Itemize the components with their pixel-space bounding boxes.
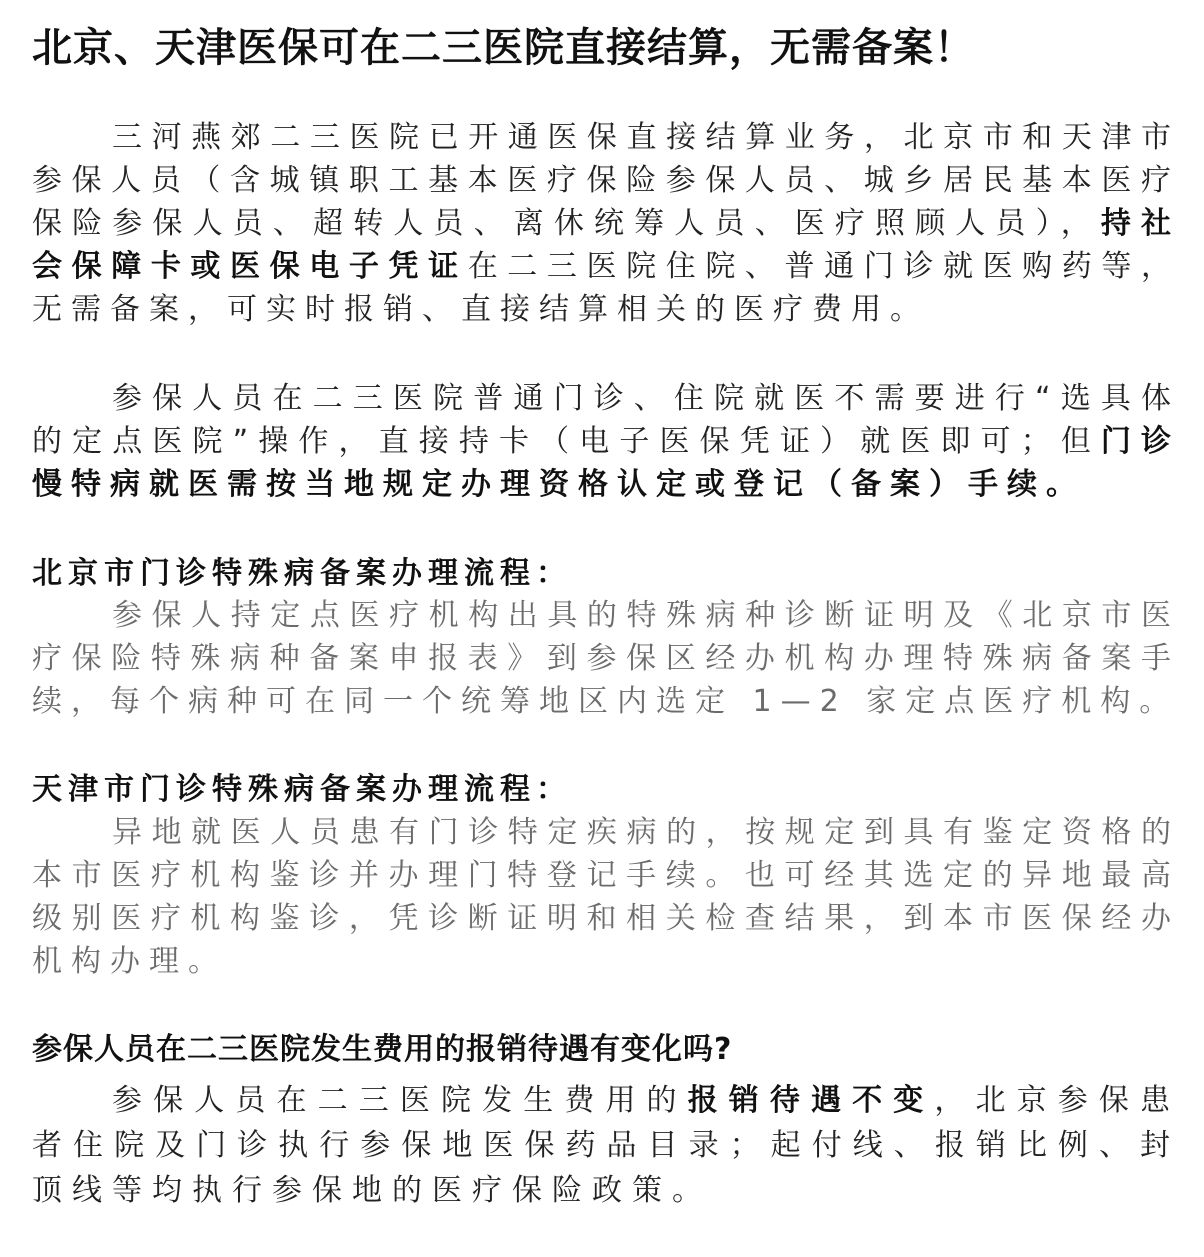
answer-text-b: ，北京参保患者住院及门诊执行参保地医保药品目录；起付线、报销比例、封顶线等均执行参保地的医疗保险政策。 — [32, 1083, 1181, 1208]
intro-text-bold: 持社会保障卡或医保电子凭证 — [32, 206, 1181, 284]
intro-paragraph — [32, 116, 1180, 331]
outpatient-paragraph — [32, 377, 1180, 506]
intro-text-b: 在二三医院住院、普通门诊就医购药等，无需备案，可实时报销、直接结算相关的医疗费用。 — [32, 249, 1181, 327]
outpatient-text-bold: 门诊慢特病就医需按当地规定办理资格认定或登记（备案）手续。 — [32, 424, 1180, 502]
beijing-paragraph: 参保人持定点医疗机构出具的特殊病种诊断证明及《北京市医疗保险特殊病种备案申报表》到参保区经办机构办理特殊病备案手续，每个病种可在同一个统筹地区内选定 1—2 家定点医疗机构。 — [32, 598, 1180, 719]
beijing-heading: 北京市门诊特殊病备案办理流程： — [32, 556, 572, 591]
page-title: 北京、天津医保可在二三医院直接结算，无需备案！ — [32, 25, 975, 71]
tianjin-heading: 天津市门诊特殊病备案办理流程： — [32, 772, 572, 807]
outpatient-text-a: 参保人员在二三医院普通门诊、住院就医不需要进行“选具体的定点医院”操作，直接持卡（电子医保凭证）就医即可；但 — [32, 381, 1180, 459]
answer-text-a: 参保人员在二三医院发生费用的 — [112, 1083, 688, 1118]
tianjin-paragraph: 异地就医人员患有门诊特定疾病的，按规定到具有鉴定资格的本市医疗机构鉴诊并办理门特登记手续。也可经其选定的异地最高级别医疗机构鉴诊，凭诊断证明和相关检查结果，到本市医保经办机构办理。 — [32, 815, 1180, 979]
reimbursement-question-heading: 参保人员在二三医院发生费用的报销待遇有变化吗? — [32, 1032, 733, 1067]
answer-text-bold: 报销待遇不变 — [687, 1083, 935, 1118]
intro-text-a: 三河燕郊二三医院已开通医保直接结算业务，北京市和天津市参保人员（含城镇职工基本医疗保险参保人员、城乡居民基本医疗保险参保人员、超转人员、离休统筹人员、医疗照顾人员）， — [32, 120, 1180, 241]
reimbursement-answer-paragraph — [32, 1078, 1180, 1213]
